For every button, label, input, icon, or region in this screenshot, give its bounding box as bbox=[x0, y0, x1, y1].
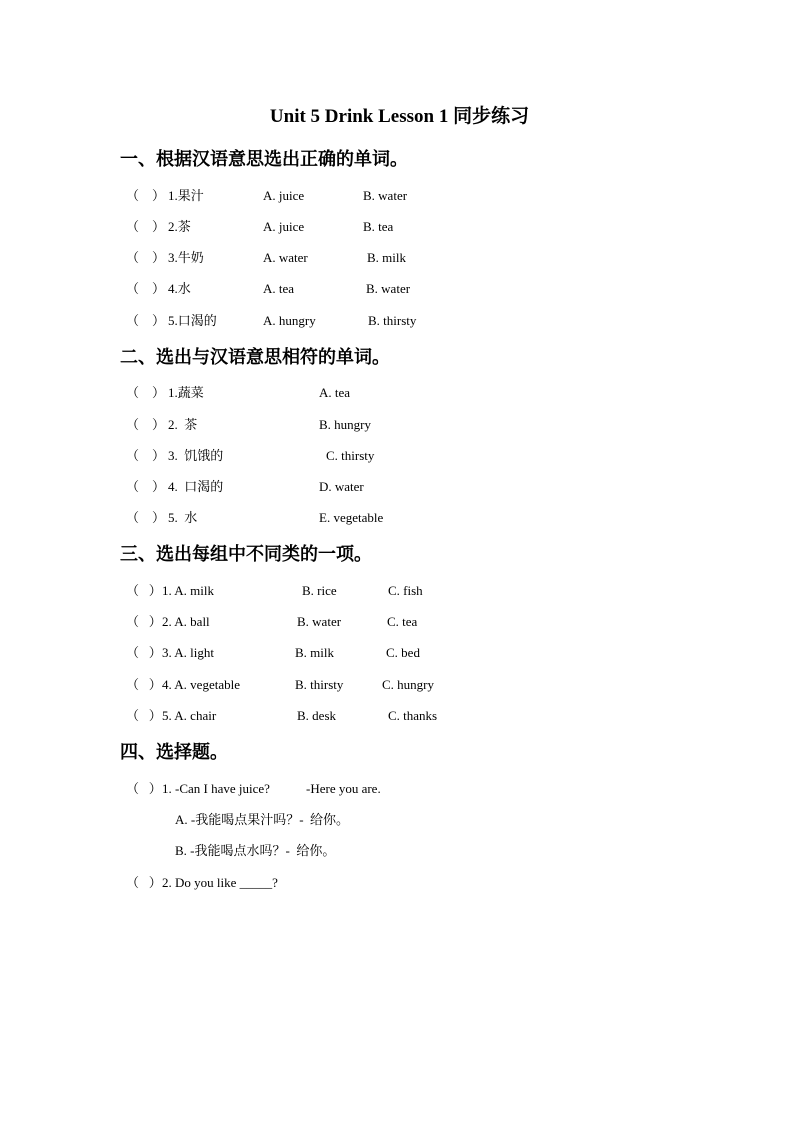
s3-item-4 bbox=[126, 676, 726, 694]
answer-blank[interactable]: （ ） bbox=[126, 281, 166, 296]
option-a: A. water bbox=[263, 250, 308, 265]
question: 4. 口渴的 bbox=[168, 479, 224, 494]
answer-blank[interactable]: （ ） bbox=[126, 614, 162, 629]
option-a: 4. A. vegetable bbox=[162, 677, 240, 692]
answer-blank[interactable]: （ ） bbox=[126, 708, 162, 723]
answer-blank[interactable]: （ ） bbox=[126, 250, 166, 265]
option-a: 5. A. chair bbox=[162, 708, 217, 723]
s4-item-2 bbox=[126, 874, 726, 892]
s3-item-2 bbox=[126, 613, 726, 631]
option-a: 2. A. ball bbox=[162, 614, 210, 629]
question: 2. 茶 bbox=[168, 417, 198, 432]
question: 5.口渴的 bbox=[168, 313, 217, 328]
s4-item-1 bbox=[126, 780, 726, 798]
option-b: B. water bbox=[363, 188, 408, 203]
answer-blank[interactable]: （ ） bbox=[126, 188, 166, 203]
s1-item-5 bbox=[126, 312, 726, 330]
question: 4.水 bbox=[168, 281, 191, 296]
option-a: 3. A. light bbox=[162, 645, 215, 660]
question: 3. 饥饿的 bbox=[168, 448, 224, 463]
answer-blank[interactable]: （ ） bbox=[126, 583, 162, 598]
option: C. thirsty bbox=[326, 448, 375, 463]
option: B. hungry bbox=[319, 417, 371, 432]
s4-item-1-option-b: B. -我能喝点水吗？- 给你。 bbox=[175, 843, 336, 858]
answer-blank[interactable]: （ ） bbox=[126, 781, 162, 796]
question: 1.蔬菜 bbox=[168, 385, 204, 400]
option-b: B. thirsty bbox=[368, 313, 417, 328]
s1-item-4 bbox=[126, 280, 726, 298]
reply: -Here you are. bbox=[306, 781, 381, 796]
s2-item-5 bbox=[126, 509, 726, 527]
s1-item-1 bbox=[126, 187, 726, 205]
option: A. tea bbox=[319, 385, 351, 400]
answer-blank[interactable]: （ ） bbox=[126, 313, 166, 328]
page-title: Unit 5 Drink Lesson 1 同步练习 bbox=[269, 106, 530, 127]
option-c: C. hungry bbox=[382, 677, 434, 692]
question: 1.果汁 bbox=[168, 188, 204, 203]
answer-blank[interactable]: （ ） bbox=[126, 510, 166, 525]
question: 1. -Can I have juice? bbox=[162, 781, 270, 796]
option: E. vegetable bbox=[319, 510, 384, 525]
s1-item-3 bbox=[126, 249, 726, 267]
option-c: C. bed bbox=[386, 645, 420, 660]
answer-blank[interactable]: （ ） bbox=[126, 645, 162, 660]
question: 2. Do you like _____? bbox=[162, 875, 278, 890]
section-3-heading: 三、选出每组中不同类的一项。 bbox=[120, 544, 372, 564]
answer-blank[interactable]: （ ） bbox=[126, 677, 162, 692]
s4-item-1-option-a: A. -我能喝点果汁吗？- 给你。 bbox=[175, 812, 350, 827]
option-b: B. water bbox=[297, 614, 342, 629]
s3-item-5 bbox=[126, 707, 726, 725]
option-a: A. juice bbox=[263, 188, 305, 203]
question: 5. 水 bbox=[168, 510, 198, 525]
question: 2.茶 bbox=[168, 219, 191, 234]
section-2-heading: 二、选出与汉语意思相符的单词。 bbox=[120, 347, 390, 367]
s2-item-3 bbox=[126, 447, 726, 465]
s3-item-1 bbox=[126, 582, 726, 600]
option-c: C. fish bbox=[388, 583, 423, 598]
section-1-heading: 一、根据汉语意思选出正确的单词。 bbox=[120, 149, 408, 169]
option-b: B. thirsty bbox=[295, 677, 344, 692]
s2-item-2 bbox=[126, 416, 726, 434]
s3-item-3 bbox=[126, 644, 726, 662]
option-a: A. tea bbox=[263, 281, 295, 296]
section-4-heading: 四、选择题。 bbox=[120, 742, 228, 762]
answer-blank[interactable]: （ ） bbox=[126, 219, 166, 234]
answer-blank[interactable]: （ ） bbox=[126, 448, 166, 463]
answer-blank[interactable]: （ ） bbox=[126, 875, 162, 890]
s2-item-4 bbox=[126, 478, 726, 496]
s2-item-1 bbox=[126, 384, 726, 402]
option-c: C. tea bbox=[387, 614, 418, 629]
option-b: B. milk bbox=[367, 250, 407, 265]
option-b: B. water bbox=[366, 281, 411, 296]
option-b: B. rice bbox=[302, 583, 337, 598]
s1-item-2 bbox=[126, 218, 726, 236]
option-b: B. tea bbox=[363, 219, 394, 234]
answer-blank[interactable]: （ ） bbox=[126, 385, 166, 400]
question: 3.牛奶 bbox=[168, 250, 204, 265]
answer-blank[interactable]: （ ） bbox=[126, 417, 166, 432]
option-a: 1. A. milk bbox=[162, 583, 215, 598]
option-b: B. milk bbox=[295, 645, 335, 660]
option-a: A. hungry bbox=[263, 313, 316, 328]
answer-blank[interactable]: （ ） bbox=[126, 479, 166, 494]
option-b: B. desk bbox=[297, 708, 336, 723]
option-c: C. thanks bbox=[388, 708, 438, 723]
option-a: A. juice bbox=[263, 219, 305, 234]
option: D. water bbox=[319, 479, 364, 494]
